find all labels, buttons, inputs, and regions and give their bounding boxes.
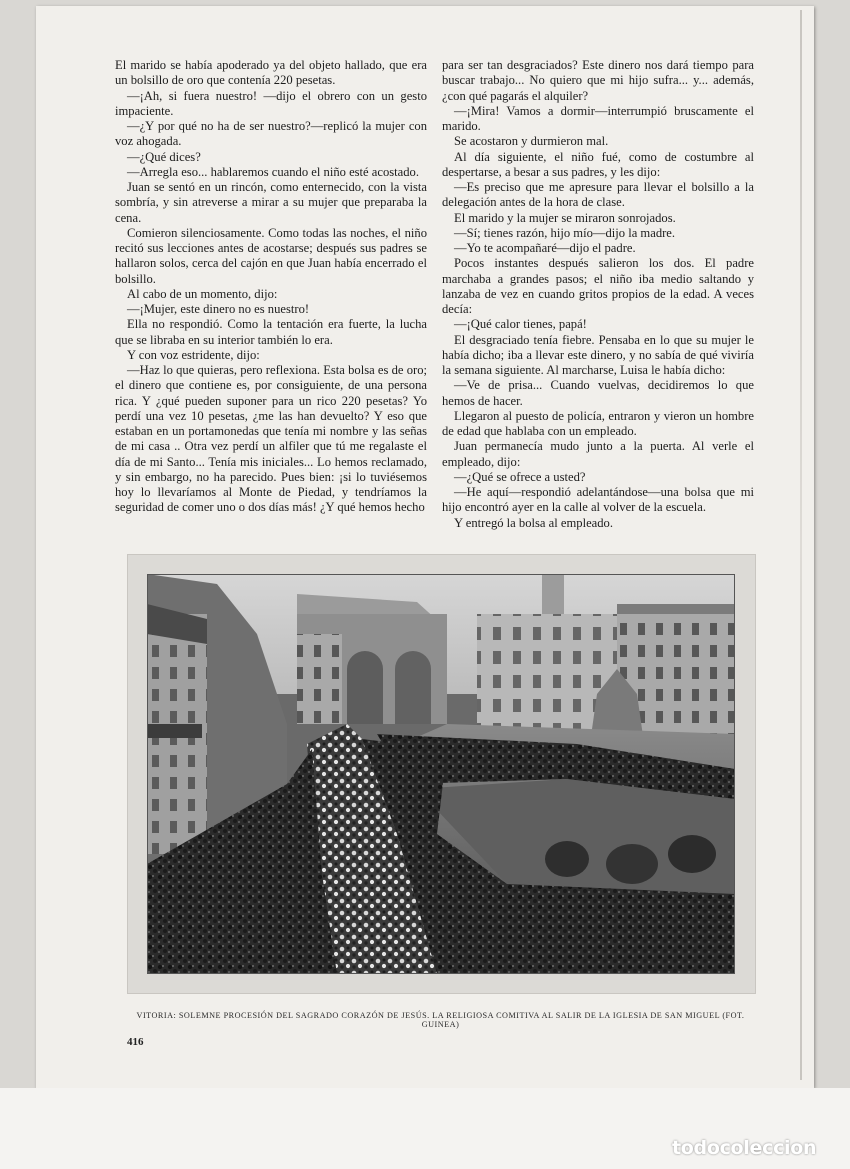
paragraph: —Ve de prisa... Cuando vuelvas, decidiremos lo que hemos de hacer. — [442, 378, 754, 408]
paragraph: —¡Mira! Vamos a dormir—interrumpió bruscamente el marido. — [442, 103, 754, 133]
paragraph: El marido y la mujer se miraron sonrojados. — [454, 210, 676, 225]
paragraph: Al día siguiente, el niño fué, como de costumbre al despertarse, a besar a sus padres, y les dijo: — [442, 149, 754, 179]
paragraph: Ella no respondió. Como la tentación era fuerte, la lucha que se libraba en su interior también lo era. — [115, 317, 427, 347]
paragraph: —Yo te acompañaré—dijo el padre. — [454, 241, 636, 255]
paragraph: El marido se había apoderado ya del objeto hallado, que era un bolsillo de oro que contenía 220 pesetas. — [115, 58, 427, 88]
paragraph: Y con voz estridente, dijo: — [127, 347, 260, 362]
paragraph: —He aquí—respondió adelantándose—una bolsa que mi hijo encontró ayer en la calle al volver de la escuela. — [442, 485, 754, 515]
page-number: 416 — [127, 1036, 144, 1048]
paragraph: —Haz lo que quieras, pero reflexiona. Esta bolsa es de oro; el dinero que contiene es, por consiguiente, de una persona rica. Y ¿qué pueden suponer para un rico 220 pesetas? Yo perdí una vez 10 pesetas, ¿me las han devuelto? Y eso que estaban en un portamonedas que tenía mi nombre y las señas de mi casa .. Otra vez perdí un alfiler que tú me regalaste el día de mi Santo... Tenía mis iniciales... Lo hemos reclamado, y sin embargo, no ha parecido. Pues bien: ¡si lo tuviésemos hoy lo llevaríamos al Monte de Piedad, y tendríamos la seguridad de comer uno o dos días más! ¿Y qué hemos hecho — [115, 363, 427, 515]
paragraph: Al cabo de un momento, dijo: — [127, 286, 278, 301]
procession-photograph — [147, 574, 735, 974]
paragraph: Comieron silenciosamente. Como todas las noches, el niño recitó sus lecciones antes de acostarse; después sus padres se hallaron solos, cerca del cajón en que Juan había encerrado el bolsillo. — [115, 225, 427, 286]
paragraph: Y entregó la bolsa al empleado. — [454, 515, 613, 530]
page-fold-shadow — [800, 10, 802, 1080]
text-column-left — [115, 58, 427, 516]
paragraph: —¿Qué dices? — [127, 149, 201, 164]
paragraph: —¡Ah, si fuera nuestro! —dijo el obrero con un gesto impaciente. — [115, 88, 427, 118]
text-column-right — [442, 58, 754, 531]
paragraph: —¡Mujer, este dinero no es nuestro! — [127, 302, 310, 316]
paragraph: —Sí; tienes razón, hijo mío—dijo la madre. — [454, 225, 676, 240]
photo-caption: VITORIA: SOLEMNE PROCESIÓN DEL SAGRADO CORAZÓN DE JESÚS. LA RELIGIOSA COMITIVA AL SALIR DE LA IGLESIA DE SAN MIGUEL (FOT. GUINEA) — [136, 1011, 745, 1029]
paragraph: Pocos instantes después salieron los dos. El padre marchaba a grandes pasos; el niño iba medio saltando y lanzaba de vez en cuando gritos propios de la edad. A veces decía: — [442, 256, 754, 316]
paragraph: —Arregla eso... hablaremos cuando el niño esté acostado. — [127, 164, 420, 179]
paragraph: Se acostaron y durmieron mal. — [454, 134, 609, 149]
paragraph: —¡Qué calor tienes, papá! — [454, 317, 587, 332]
procession-scene-image — [147, 574, 735, 974]
paragraph: Juan permanecía mudo junto a la puerta. Al verle el empleado, dijo: — [442, 439, 754, 469]
paragraph: —¿Qué se ofrece a usted? — [454, 469, 586, 484]
paragraph: El desgraciado tenía fiebre. Pensaba en lo que su mujer le había dicho; iba a llevar este dinero, y no sabía de qué viviría la semana siguiente. Al marcharse, Luisa le había dicho: — [442, 332, 754, 377]
paragraph: —Es preciso que me apresure para llevar el bolsillo a la delegación antes de la hora de clase. — [442, 180, 754, 210]
paragraph: para ser tan desgraciados? Este dinero nos dará tiempo para buscar trabajo... No quiero que mi hijo sufra... y... además, ¿con qué pagarás el alquiler? — [442, 58, 754, 103]
paragraph: —¿Y por qué no ha de ser nuestro?—replicó la mujer con voz ahogada. — [115, 119, 427, 149]
watermark-logo: todocoleccion — [672, 1137, 817, 1159]
paragraph: Llegaron al puesto de policía, entraron y vieron un hombre de edad que hablaba con un empleado. — [442, 408, 754, 438]
paragraph: Juan se sentó en un rincón, como enternecido, con la vista sombría, y sin atreverse a mirar a su mujer que preparaba la cena. — [115, 180, 427, 225]
